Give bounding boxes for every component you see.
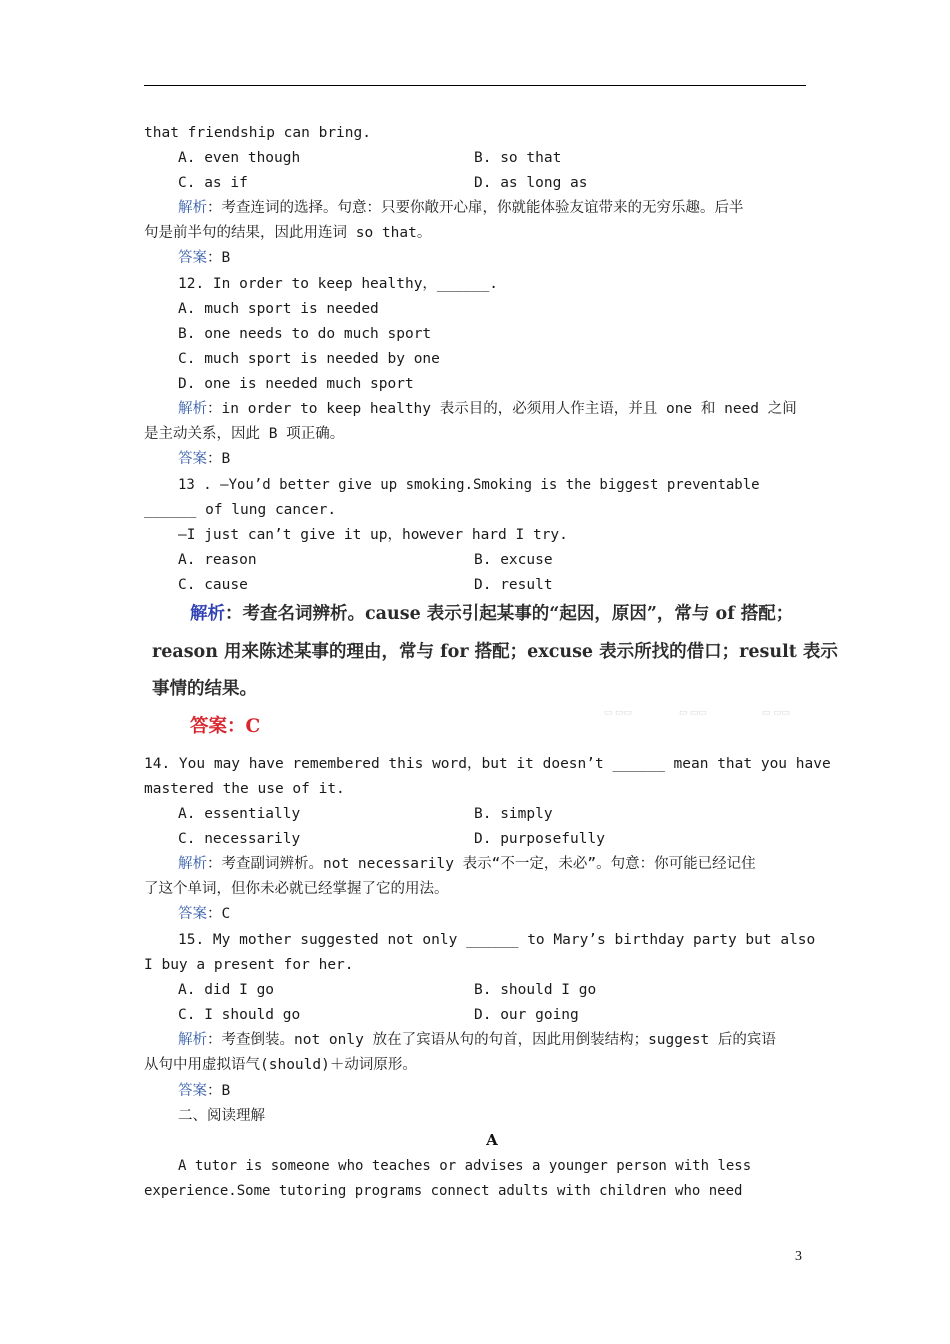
image-explanation-line: 事情的结果。 [152, 679, 257, 699]
option-d: D. as long as [474, 175, 588, 191]
explanation-text: ：考查倒装。not only 放在了宾语从句的句首，因此用倒装结构；suggest 后的宾语 [207, 1032, 776, 1048]
option-row [178, 804, 806, 824]
image-explanation-line [190, 602, 793, 626]
question-line: mastered the use of it. [144, 781, 345, 797]
answer-label: 答案 [178, 451, 207, 467]
question-line: ______ of lung cancer. [144, 502, 337, 518]
option-c: C. necessarily [178, 831, 301, 847]
answer-line [178, 248, 806, 268]
option-row [178, 829, 806, 849]
option-c: C. cause [178, 577, 248, 593]
option-d: D. one is needed much sport [178, 376, 414, 392]
explanation-line: 从句中用虚拟语气(should)＋动词原形。 [144, 1057, 417, 1073]
option-b: B. should I go [474, 982, 597, 998]
option-c: C. much sport is needed by one [178, 351, 440, 367]
answer-line [178, 449, 806, 469]
watermark-mark: ▭ ▭▭ [604, 707, 633, 717]
option-b: B. one needs to do much sport [178, 326, 432, 342]
option-d: D. our going [474, 1007, 579, 1023]
option-a: A. much sport is needed [178, 301, 379, 317]
question-line: 13 . —You’d better give up smoking.Smoking is the biggest preventable [178, 477, 760, 493]
explanation-line [178, 198, 806, 218]
explanation-label: 解析 [178, 200, 207, 216]
option-row [178, 173, 806, 193]
option-row [178, 980, 806, 1000]
option-row [178, 148, 806, 168]
explanation-line: 了这个单词，但你未必就已经掌握了它的用法。 [144, 881, 449, 897]
answer-text: ：B [207, 1083, 231, 1099]
image-answer-text: ：C [227, 716, 261, 737]
answer-label: 答案 [178, 250, 207, 266]
option-a: A. reason [178, 552, 257, 568]
header-rule [144, 85, 806, 86]
option-d: D. purposefully [474, 831, 605, 847]
question-line: 14. You may have remembered this word，but it doesn’t ______ mean that you have [144, 756, 831, 772]
image-explanation-text: ：考查名词辨析。cause 表示引起某事的“起因，原因”，常与 of 搭配； [225, 604, 794, 624]
passage-line: A tutor is someone who teaches or advises a younger person with less [178, 1158, 752, 1174]
image-answer-label: 答案 [190, 716, 228, 737]
watermark-mark: ▭ ▭▭ [679, 707, 708, 717]
watermark-mark: ▭ ▭▭ [762, 707, 791, 717]
image-explanation-label: 解析 [190, 604, 225, 624]
image-answer-line [190, 715, 260, 739]
answer-label: 答案 [178, 1083, 207, 1099]
option-row [178, 1005, 806, 1025]
passage-line: experience.Some tutoring programs connect adults with children who need [144, 1183, 743, 1199]
question-line: 12. In order to keep healthy，______. [178, 276, 499, 292]
option-b: B. so that [474, 150, 562, 166]
question-line: —I just can’t give it up，however hard I try. [178, 527, 568, 543]
explanation-label: 解析 [178, 401, 207, 417]
option-c: C. I should go [178, 1007, 301, 1023]
explanation-line [178, 854, 806, 874]
question-line: I buy a present for her. [144, 957, 354, 973]
question-line: 15. My mother suggested not only ______ to Mary’s birthday party but also [178, 932, 816, 948]
image-explanation-line: reason 用来陈述某事的理由，常与 for 搭配；excuse 表示所找的借口；result 表示 [152, 642, 838, 662]
option-a: A. did I go [178, 982, 275, 998]
passage-heading: A [486, 1131, 498, 1149]
option-b: B. simply [474, 806, 553, 822]
explanation-label: 解析 [178, 1032, 207, 1048]
option-d: D. result [474, 577, 553, 593]
option-row [178, 575, 806, 595]
explanation-line: 句是前半句的结果，因此用连词 so that。 [144, 225, 432, 241]
explanation-label: 解析 [178, 856, 207, 872]
option-a: A. essentially [178, 806, 301, 822]
section-heading: 二、阅读理解 [178, 1108, 265, 1124]
page-number: 3 [795, 1249, 802, 1264]
explanation-line: 是主动关系，因此 B 项正确。 [144, 426, 345, 442]
answer-text: ：B [207, 250, 231, 266]
explanation-line [178, 399, 806, 419]
answer-line [178, 1081, 806, 1101]
explanation-text: ：in order to keep healthy 表示目的，必须用人作主语，并且 one 和 need 之间 [207, 401, 797, 417]
pasted-explanation-image [144, 597, 838, 745]
explanation-text: ：考查副词辨析。not necessarily 表示“不一定，未必”。句意：你可能已经记住 [207, 856, 756, 872]
explanation-text: ：考查连词的选择。句意：只要你敞开心扉，你就能体验友谊带来的无穷乐趣。后半 [207, 200, 744, 216]
explanation-line [178, 1030, 806, 1050]
answer-line [178, 904, 806, 924]
option-c: C. as if [178, 175, 248, 191]
option-row [178, 550, 806, 570]
answer-label: 答案 [178, 906, 207, 922]
answer-text: ：C [207, 906, 231, 922]
answer-text: ：B [207, 451, 231, 467]
text-line: that friendship can bring. [144, 125, 371, 141]
option-a: A. even though [178, 150, 301, 166]
option-b: B. excuse [474, 552, 553, 568]
